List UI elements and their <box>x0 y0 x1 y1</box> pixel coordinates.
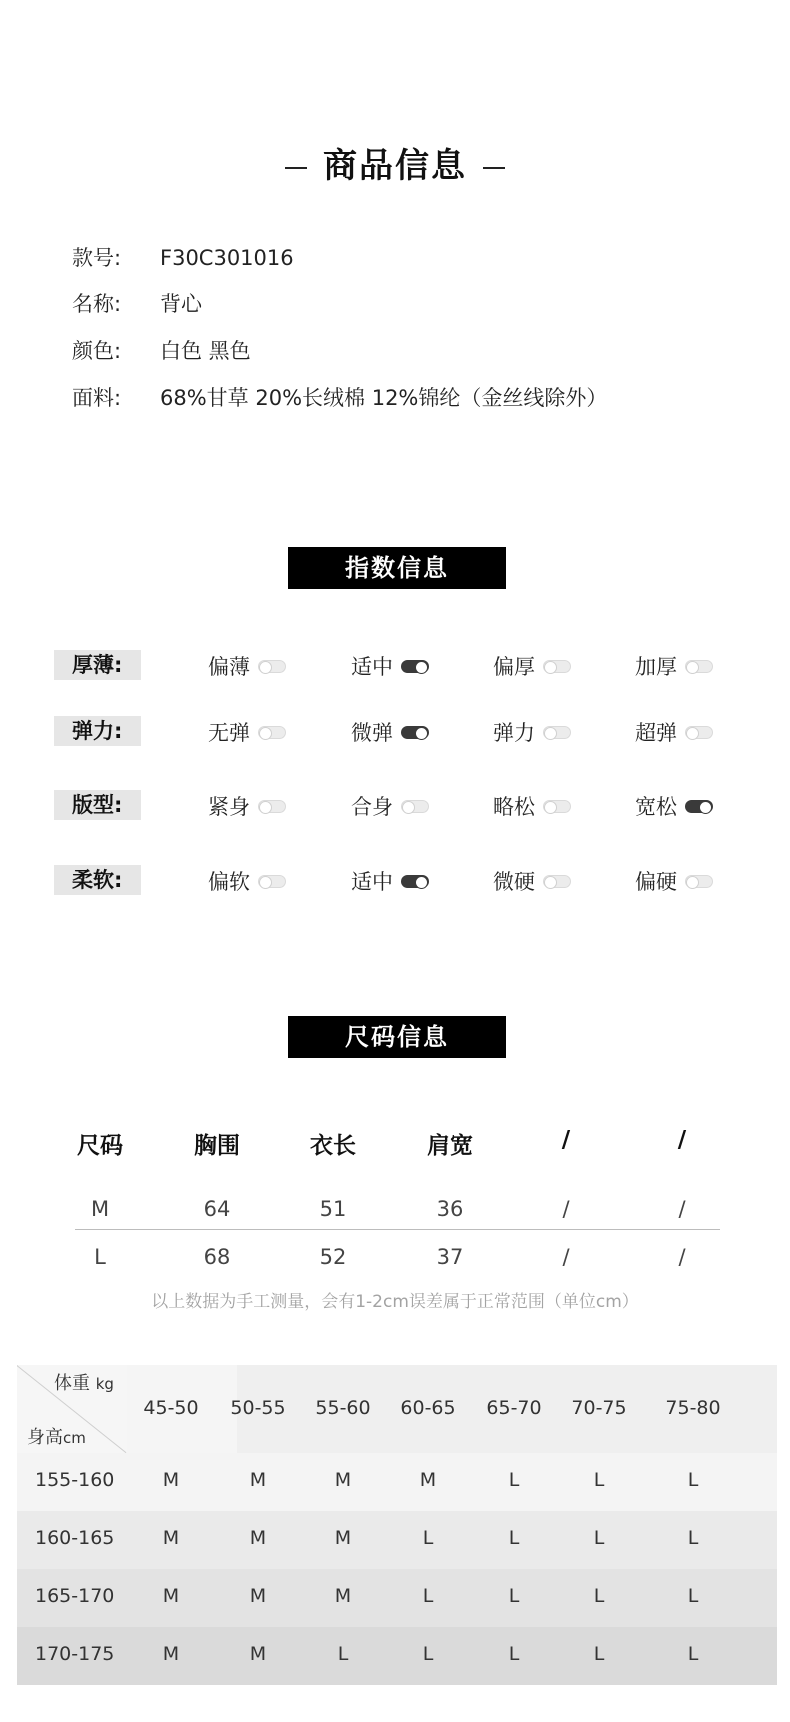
index-label: 柔软: <box>54 865 141 895</box>
toggle-off-icon <box>543 800 571 813</box>
toggle-on-icon <box>401 660 429 673</box>
product-info-title <box>0 138 790 187</box>
title-dash-right <box>483 167 505 169</box>
size-table-note: 以上数据为手工测量，会有1-2cm误差属于正常范围（单位cm） <box>151 1292 639 1312</box>
recommended-size-cell: L <box>593 1585 605 1607</box>
index-label: 厚薄: <box>54 650 141 680</box>
fit-grid-corner <box>17 1365 127 1453</box>
info-value: F30C301016 <box>160 246 294 270</box>
recommended-size-cell: L <box>593 1469 605 1491</box>
size-table-cell: 36 <box>436 1197 464 1221</box>
size-table-header-cell: 尺码 <box>77 1133 123 1159</box>
toggle-off-icon <box>685 875 713 888</box>
toggle-on-icon <box>401 875 429 888</box>
info-key: 面料: <box>72 386 122 410</box>
recommended-size-cell: L <box>337 1643 349 1665</box>
recommended-size-cell: L <box>422 1585 434 1607</box>
index-label: 版型: <box>54 790 141 820</box>
index-option-label: 微弹 <box>351 721 393 745</box>
toggle-off-icon <box>685 660 713 673</box>
index-option-label: 弹力 <box>493 721 535 745</box>
index-option <box>208 717 286 747</box>
toggle-off-icon <box>543 875 571 888</box>
recommended-size-cell: M <box>162 1643 180 1665</box>
weight-label <box>54 1369 114 1395</box>
size-table-cell: 52 <box>319 1245 347 1269</box>
recommended-size-cell: M <box>162 1585 180 1607</box>
weight-range-cell: 55-60 <box>315 1397 371 1419</box>
size-table-cell: L <box>94 1245 106 1269</box>
info-value: 白色 黑色 <box>160 339 251 363</box>
size-table-divider <box>75 1229 720 1230</box>
recommended-size-cell: L <box>687 1469 699 1491</box>
recommended-size-cell: L <box>687 1643 699 1665</box>
weight-range-cell: 65-70 <box>486 1397 542 1419</box>
recommended-size-cell: M <box>334 1585 352 1607</box>
size-info-header: 尺码信息 <box>288 1016 506 1058</box>
index-option-label: 偏薄 <box>208 655 250 679</box>
index-option-label: 紧身 <box>208 795 250 819</box>
index-option-label: 宽松 <box>635 795 677 819</box>
index-option-label: 合身 <box>351 795 393 819</box>
height-range-cell: 170-175 <box>35 1643 115 1665</box>
index-option <box>208 791 286 821</box>
recommended-size-cell: L <box>422 1527 434 1549</box>
toggle-on-icon <box>401 726 429 739</box>
fit-grid-row <box>17 1569 777 1627</box>
height-label-text: 身高 <box>27 1427 63 1448</box>
recommended-size-cell: L <box>508 1585 520 1607</box>
fit-grid-row <box>17 1453 777 1511</box>
product-info-title-text: 商品信息 <box>323 146 467 186</box>
fit-grid <box>17 1365 777 1685</box>
index-option-label: 偏厚 <box>493 655 535 679</box>
toggle-off-icon <box>258 726 286 739</box>
index-option <box>635 791 713 821</box>
index-info-header: 指数信息 <box>288 547 506 589</box>
index-option-label: 加厚 <box>635 655 677 679</box>
recommended-size-cell: M <box>249 1643 267 1665</box>
recommended-size-cell: L <box>593 1643 605 1665</box>
recommended-size-cell: L <box>508 1643 520 1665</box>
toggle-off-icon <box>401 800 429 813</box>
recommended-size-cell: L <box>687 1585 699 1607</box>
height-range-cell: 155-160 <box>35 1469 115 1491</box>
index-option <box>493 791 571 821</box>
height-range-cell: 160-165 <box>35 1527 115 1549</box>
weight-range-cell: 75-80 <box>665 1397 721 1419</box>
fit-grid-body <box>17 1453 777 1685</box>
info-value: 背心 <box>160 292 202 316</box>
recommended-size-cell: M <box>249 1527 267 1549</box>
index-option <box>635 866 713 896</box>
index-option-label: 偏软 <box>208 870 250 894</box>
fit-grid-row <box>17 1627 777 1685</box>
size-table-header-cell: 胸围 <box>194 1133 240 1159</box>
recommended-size-cell: L <box>508 1469 520 1491</box>
toggle-off-icon <box>543 660 571 673</box>
weight-range-cell: 60-65 <box>400 1397 456 1419</box>
recommended-size-cell: L <box>593 1527 605 1549</box>
index-option <box>208 866 286 896</box>
size-table-header-cell: / <box>561 1127 571 1153</box>
index-option <box>351 717 429 747</box>
recommended-size-cell: M <box>162 1469 180 1491</box>
recommended-size-cell: M <box>334 1469 352 1491</box>
toggle-off-icon <box>258 875 286 888</box>
index-option <box>635 651 713 681</box>
index-option-label: 无弹 <box>208 721 250 745</box>
toggle-off-icon <box>258 660 286 673</box>
fit-grid-header-row <box>17 1365 777 1453</box>
index-option <box>493 717 571 747</box>
size-table-header-cell: 衣长 <box>310 1133 356 1159</box>
index-option <box>493 651 571 681</box>
recommended-size-cell: M <box>419 1469 437 1491</box>
recommended-size-cell: M <box>334 1527 352 1549</box>
size-table-cell: M <box>90 1197 110 1221</box>
index-option <box>351 791 429 821</box>
recommended-size-cell: M <box>249 1469 267 1491</box>
info-row-fabric <box>72 382 607 412</box>
info-key: 名称: <box>72 292 122 316</box>
toggle-off-icon <box>685 726 713 739</box>
weight-range-cell: 70-75 <box>571 1397 627 1419</box>
recommended-size-cell: L <box>687 1527 699 1549</box>
weight-unit: kg <box>95 1375 114 1393</box>
recommended-size-cell: M <box>162 1527 180 1549</box>
size-table-header-cell: 肩宽 <box>427 1133 473 1159</box>
recommended-size-cell: L <box>508 1527 520 1549</box>
info-row-style-no <box>72 242 294 272</box>
weight-range-cell: 50-55 <box>230 1397 286 1419</box>
title-dash-left <box>285 167 307 169</box>
height-range-cell: 165-170 <box>35 1585 115 1607</box>
index-option-label: 偏硬 <box>635 870 677 894</box>
size-table-cell: 51 <box>319 1197 347 1221</box>
height-label <box>27 1423 86 1449</box>
index-option-label: 超弹 <box>635 721 677 745</box>
recommended-size-cell: M <box>249 1585 267 1607</box>
toggle-on-icon <box>685 800 713 813</box>
info-row-color <box>72 335 251 365</box>
size-table-cell: / <box>678 1245 686 1269</box>
toggle-off-icon <box>543 726 571 739</box>
size-table-cell: / <box>562 1245 570 1269</box>
index-option <box>351 866 429 896</box>
weight-range-cell: 45-50 <box>143 1397 199 1419</box>
size-table-cell: / <box>678 1197 686 1221</box>
index-option-label: 适中 <box>351 655 393 679</box>
index-option-label: 略松 <box>493 795 535 819</box>
index-label: 弹力: <box>54 716 141 746</box>
index-option <box>351 651 429 681</box>
index-option-label: 微硬 <box>493 870 535 894</box>
size-table-cell: 37 <box>436 1245 464 1269</box>
index-option-label: 适中 <box>351 870 393 894</box>
index-option <box>635 717 713 747</box>
info-row-name <box>72 288 202 318</box>
height-unit: cm <box>63 1429 86 1447</box>
fit-grid-row <box>17 1511 777 1569</box>
recommended-size-cell: L <box>422 1643 434 1665</box>
weight-label-text: 体重 <box>54 1373 90 1394</box>
toggle-off-icon <box>258 800 286 813</box>
size-table-cell: 64 <box>203 1197 231 1221</box>
size-table-header-cell: / <box>677 1127 687 1153</box>
size-table-cell: / <box>562 1197 570 1221</box>
index-option <box>208 651 286 681</box>
info-key: 颜色: <box>72 339 122 363</box>
index-option <box>493 866 571 896</box>
info-value: 68%甘草 20%长绒棉 12%锦纶（金丝线除外） <box>160 386 608 410</box>
info-key: 款号: <box>72 246 122 270</box>
size-table-cell: 68 <box>203 1245 231 1269</box>
